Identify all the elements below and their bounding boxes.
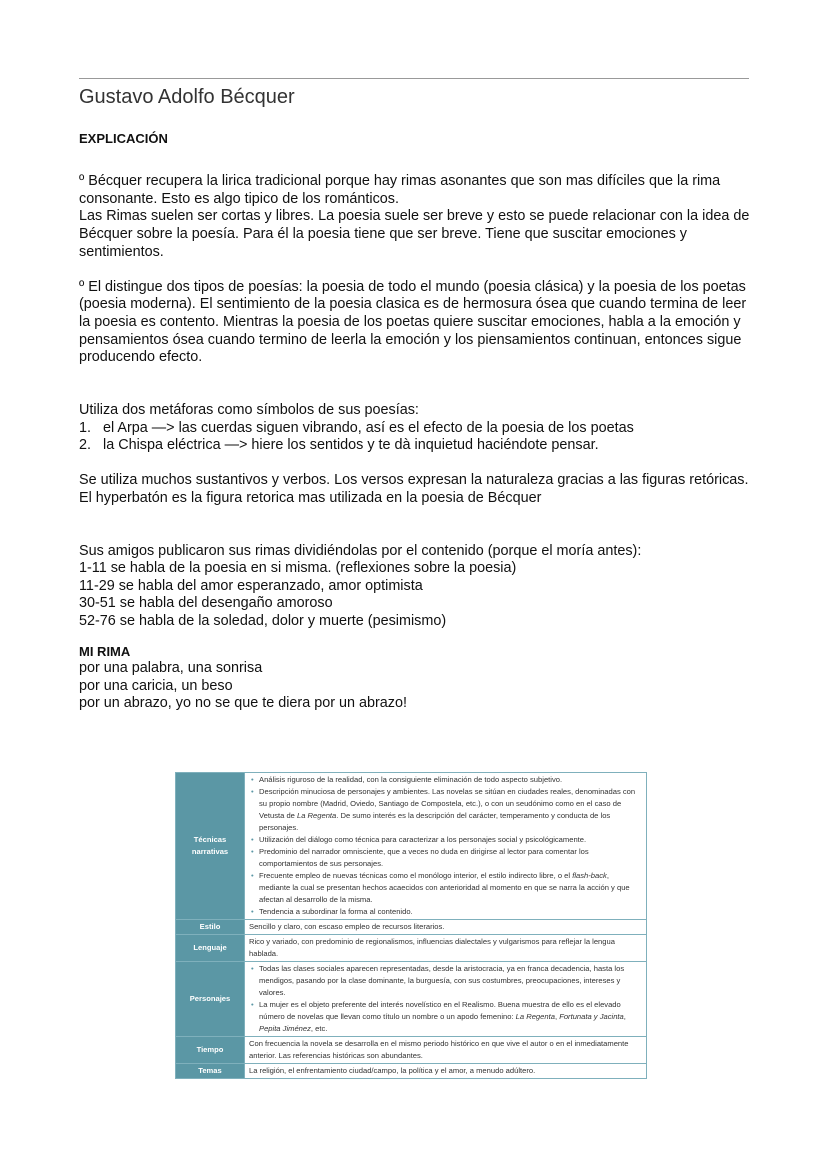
row-content: Con frecuencia la novela se desarrolla en el mismo periodo histórico en que vive el autor o en el inmediatamente anterior. Las referencias históricas son abundantes. xyxy=(245,1037,647,1064)
text-segment: Frecuente empleo de nuevas técnicas como el monólogo interior, el estilo indirecto libre, o el xyxy=(259,871,573,880)
italic-title: Pepita Jiménez xyxy=(259,1024,311,1033)
row-content: La religión, el enfrentamiento ciudad/campo, la política y el amor, a menudo adúltero. xyxy=(245,1064,647,1079)
text-segment: . De sumo interés es la descripción del carácter, temperamento y conducta de los personajes. xyxy=(259,811,611,832)
text-segment: , etc. xyxy=(310,1024,328,1033)
text-segment: , xyxy=(623,1012,626,1021)
bullet-item xyxy=(259,774,642,786)
rima-heading: MI RIMA xyxy=(79,643,131,659)
row-label: Técnicas narrativas xyxy=(176,773,245,920)
row-content xyxy=(245,962,647,1037)
text-segment: Utilización del diálogo como técnica para caracterizar a los personajes social y psicológicamente. xyxy=(259,835,587,844)
italic-title: Fortunata y Jacinta xyxy=(559,1012,624,1021)
list-item: 30-51 se habla del desengaño amoroso xyxy=(79,595,333,612)
bullet-item xyxy=(259,786,642,834)
table-row xyxy=(176,935,647,962)
paragraph: Se utiliza muchos sustantivos y verbos. Los versos expresan la naturaleza gracias a las figuras retóricas. El hyperbatón es la figura retorica mas utilizada en la poesia de Bécquer xyxy=(79,472,749,506)
list-item: 1-11 se habla de la poesia en si misma. (reflexiones sobre la poesia) xyxy=(79,560,517,577)
rima-line: por un abrazo, yo no se que te diera por un abrazo! xyxy=(79,695,408,712)
bullet-item xyxy=(259,870,642,906)
bullet-item xyxy=(259,999,642,1035)
text-segment: , mediante la cual se presentan hechos acaecidos con anterioridad al momento en que se narra la acción y que afectan al desarrollo de la misma. xyxy=(259,871,630,904)
paragraph: Las Rimas suelen ser cortas y libres. La poesia suele ser breve y esto se puede relacionar con la idea de Bécquer sobre la poesía. Para él la poesia tiene que ser breve. Tiene que suscitar emociones y sentimientos. xyxy=(79,208,750,260)
rima-line: por una palabra, una sonrisa xyxy=(79,660,263,677)
row-label: Tiempo xyxy=(176,1037,245,1064)
list-item: 1. el Arpa —> las cuerdas siguen vibrando, así es el efecto de la poesia de los poetas xyxy=(79,419,634,436)
row-content: Rico y variado, con predominio de regionalismos, influencias dialectales y vulgarismos para reflejar la lengua hablada. xyxy=(245,935,647,962)
row-label: Temas xyxy=(176,1064,245,1079)
document-body xyxy=(79,130,759,713)
paragraph: Sus amigos publicaron sus rimas dividiéndolas por el contenido (porque el moría antes): xyxy=(79,542,642,559)
text-segment: Descripción minuciosa de personajes y ambientes. Las novelas se sitúan en ciudades reales, denominadas con su propio nombre (Madrid, Oviedo, Santiago de Compostela, etc.), o con un seudónimo como en el caso de Vetusta de xyxy=(259,787,636,820)
list-item: 2. la Chispa eléctrica —> hiere los sentidos y te dà inquietud haciéndote pensar. xyxy=(79,437,599,454)
bullet-item xyxy=(259,834,642,846)
table-row xyxy=(176,920,647,935)
document-title: Gustavo Adolfo Bécquer xyxy=(79,86,295,108)
bullet-item xyxy=(259,906,642,918)
bullet-item xyxy=(259,846,642,870)
text-segment: Análisis riguroso de la realidad, con la consiguiente eliminación de todo aspecto subjetivo. xyxy=(259,775,563,784)
text-segment: , xyxy=(554,1012,560,1021)
row-content xyxy=(245,773,647,920)
row-label: Personajes xyxy=(176,962,245,1037)
table-row xyxy=(176,1037,647,1064)
bullet-item xyxy=(259,963,642,999)
header-rule xyxy=(79,78,749,79)
italic-title: La Regenta xyxy=(297,811,337,820)
row-label: Estilo xyxy=(176,920,245,935)
paragraph: Utiliza dos metáforas como símbolos de sus poesías: xyxy=(79,401,419,418)
paragraph: º El distingue dos tipos de poesías: la poesia de todo el mundo (poesia clásica) y la poesia de los poetas (poesia moderna). El sentimiento de la poesia clasica es de hermosura ósea que cuando termina de leer la poesia es contento. Mientras la poesia de los poetas quiere suscitar emociones, habla a la emoción y pensamientos ósea cuando termino de leerla la emoción y los piensamientos continuan, entonces sigue producendo efecto. xyxy=(79,278,747,366)
text-segment: Todas las clases sociales aparecen representadas, desde la aristocracia, ya en franca decadencia, hasta los mendigos, pasando por la clase dominante, la burguesía, con sus costumbres, preocupaciones, intereses y valores. xyxy=(259,964,625,997)
italic-title: La Regenta xyxy=(515,1012,555,1021)
italic-title: flash-back xyxy=(572,871,607,880)
paragraph: º Bécquer recupera la lirica tradicional porque hay rimas asonantes que son mas difíciles que la rima consonante. Esto es algo tipico de los románticos. xyxy=(79,173,721,207)
rima-line: por una caricia, un beso xyxy=(79,677,233,694)
table-row xyxy=(176,773,647,920)
text-segment: La mujer es el objeto preferente del interés novelístico en el Realismo. Buena muestra de ello es el elevado número de novelas que llevan como título un nombre o un apodo femenino: xyxy=(259,1000,621,1021)
table-row xyxy=(176,1064,647,1079)
section-heading: EXPLICACIÓN xyxy=(79,131,168,146)
realism-table xyxy=(175,772,647,1079)
table-row xyxy=(176,962,647,1037)
text-segment: Predominio del narrador omnisciente, que a veces no duda en dirigirse al lector para comentar los comportamientos de sus personajes. xyxy=(259,847,589,868)
row-label: Lenguaje xyxy=(176,935,245,962)
list-item: 52-76 se habla de la soledad, dolor y muerte (pesimismo) xyxy=(79,613,447,630)
row-content: Sencillo y claro, con escaso empleo de recursos literarios. xyxy=(245,920,647,935)
list-item: 11-29 se habla del amor esperanzado, amor optimista xyxy=(79,577,423,594)
text-segment: Tendencia a subordinar la forma al contenido. xyxy=(259,907,413,916)
